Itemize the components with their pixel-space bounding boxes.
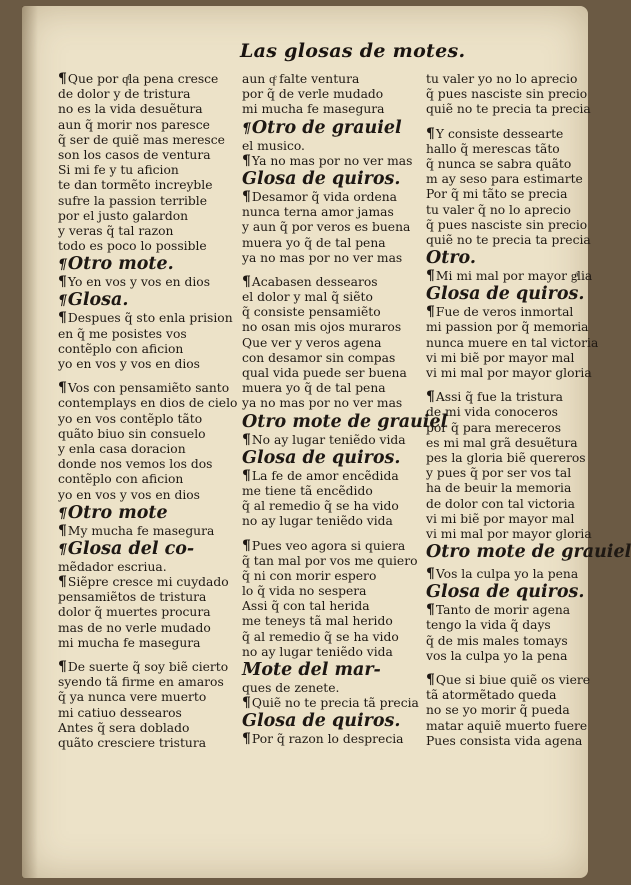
pilcrow-icon: ¶ <box>426 602 435 619</box>
line-text: Por q̃ mi tãto se precia <box>426 187 568 202</box>
verse-line <box>426 603 582 618</box>
pilcrow-icon: ¶ <box>242 537 251 554</box>
line-text: quiẽ no te precia ta precia <box>426 102 591 117</box>
stanza-gap <box>426 118 582 127</box>
line-text: quãto biuo sin consuelo <box>58 426 206 441</box>
verse-line <box>242 553 418 569</box>
verse-line <box>426 512 582 527</box>
verse-line <box>58 357 230 372</box>
verse-line <box>242 681 414 696</box>
line-text: el musico. <box>242 138 305 153</box>
verse-line <box>58 342 230 357</box>
verse-line <box>426 351 582 366</box>
verse-line <box>242 305 414 320</box>
verse-line <box>242 154 414 169</box>
line-text: yo en vos y vos en dios <box>58 487 200 502</box>
verse-line <box>58 690 230 705</box>
line-text: me teneys tã mal herido <box>242 614 393 629</box>
verse-line <box>426 405 582 420</box>
line-text: Glosa del co- <box>67 538 195 559</box>
verse-line <box>426 366 592 381</box>
verse-line <box>242 251 414 266</box>
verse-line <box>242 290 414 305</box>
verse-line <box>242 236 414 251</box>
line-text: Otro mote. <box>67 254 174 275</box>
verse-line <box>426 127 582 142</box>
section-heading <box>242 711 414 732</box>
line-text: q̃ consiste pensamiẽto <box>242 305 381 320</box>
line-text: y enla casa doracion <box>58 441 186 456</box>
verse-line <box>242 102 414 117</box>
line-text: muera yo q̃ de tal pena <box>242 235 386 250</box>
verse-line <box>426 320 589 335</box>
line-text: mẽdador escriua. <box>58 559 167 574</box>
verse-line <box>242 732 414 747</box>
line-text: La fe de amor encẽdida <box>251 468 399 483</box>
verse-line <box>58 636 230 651</box>
pilcrow-icon: ¶ <box>242 120 251 137</box>
pilcrow-icon: ¶ <box>426 389 435 406</box>
verse-line <box>426 567 582 582</box>
line-text: de mi vida conoceros <box>426 405 558 420</box>
pilcrow-icon: ¶ <box>242 152 251 169</box>
line-text: q̃ al remedio q̃ se ha vido <box>242 499 399 514</box>
verse-line <box>426 172 582 187</box>
verse-line <box>242 584 414 599</box>
verse-line <box>426 718 588 734</box>
verse-line <box>58 87 230 102</box>
section-heading <box>58 503 230 524</box>
line-text: yo en vos y vos en dios <box>58 357 200 371</box>
text-column-1 <box>58 71 238 751</box>
verse-line <box>426 203 582 218</box>
verse-line <box>426 72 582 87</box>
line-text: dolor q̃ muertes procura <box>58 605 211 620</box>
verse-line <box>242 695 419 712</box>
verse-line <box>58 102 230 117</box>
verse-line <box>58 396 238 411</box>
line-text: Otro de grauiel <box>251 117 402 138</box>
line-text: Glosa de quiros. <box>242 711 401 732</box>
line-text: por q̃ de verle mudado <box>242 87 384 102</box>
section-heading <box>242 118 414 139</box>
line-text: de dolor con tal victoria <box>426 496 575 511</box>
verse-line <box>242 645 414 660</box>
line-text: No ay lugar teniẽdo vida <box>251 432 406 447</box>
line-text: Y consiste dessearte <box>435 126 564 141</box>
verse-line <box>58 524 230 539</box>
verse-line <box>58 605 230 620</box>
line-text: quãto cresciere tristura <box>58 735 207 750</box>
line-text: Que ver y veros agena <box>242 335 382 350</box>
verse-line <box>242 381 414 396</box>
section-heading <box>426 284 585 305</box>
line-text: ya no mas por no ver mas <box>242 250 403 265</box>
line-text: Vos la culpa yo la pena <box>435 567 579 582</box>
line-text: matar aquiẽ muerto fuere <box>426 718 588 733</box>
page-header: Las glosas de motes. <box>240 40 466 62</box>
verse-line <box>58 488 230 503</box>
section-heading <box>426 582 585 603</box>
verse-line <box>242 190 414 205</box>
verse-line <box>426 102 591 117</box>
line-text: aun q̃ morir nos paresce <box>58 117 210 132</box>
line-text: hallo q̃ merescas tãto <box>426 141 560 156</box>
verse-line <box>242 275 414 290</box>
line-text: mas de no verle mudado <box>58 620 211 635</box>
line-text: Otro mote de grauiel <box>426 542 631 563</box>
pilcrow-icon: ¶ <box>242 273 251 290</box>
line-text: todo es poco lo possible <box>58 239 207 254</box>
line-text: Glosa de quiros. <box>426 582 585 603</box>
verse-line <box>242 469 414 484</box>
verse-line <box>58 275 230 290</box>
verse-line <box>426 232 591 248</box>
line-text: Despues q̃ sto enla prision <box>67 311 233 326</box>
line-text: Pues consista vida agena <box>426 733 583 748</box>
line-text: Siẽpre cresce mi cuydado <box>67 575 229 590</box>
line-text: q̃ pues nasciste sin precio <box>426 87 588 102</box>
stanza-gap <box>242 266 414 275</box>
verse-line <box>58 442 230 457</box>
line-text: por q̃ para mereceros <box>426 420 562 435</box>
line-text: son los casos de ventura <box>58 147 211 162</box>
line-text: con desamor sin compas <box>242 350 396 365</box>
line-text: y pues q̃ por ser vos tal <box>426 466 572 481</box>
pilcrow-icon: ¶ <box>242 467 251 484</box>
pilcrow-icon: ¶ <box>426 304 435 321</box>
line-text: Pues veo agora si quiera <box>251 538 406 553</box>
line-text: el dolor y mal q̃ siẽto <box>242 290 373 305</box>
verse-line <box>242 351 414 366</box>
line-text: Que si biue quiẽ os viere <box>435 673 591 687</box>
verse-line <box>426 436 582 451</box>
pilcrow-icon: ¶ <box>242 695 251 712</box>
verse-line <box>58 427 230 442</box>
verse-line <box>426 187 582 202</box>
line-text: q̃ pues nasciste sin precio <box>426 217 588 232</box>
line-text: Assi q̃ con tal herida <box>242 599 370 614</box>
section-heading <box>426 542 631 563</box>
section-heading <box>242 448 414 469</box>
line-text: Que por qͭla pena cresce <box>67 72 219 86</box>
line-text: My mucha fe masegura <box>67 523 215 538</box>
verse-line <box>426 526 592 542</box>
stanza-gap <box>426 664 582 673</box>
pilcrow-icon: ¶ <box>58 659 67 675</box>
pilcrow-icon: ¶ <box>242 431 251 448</box>
verse-line <box>58 575 230 590</box>
line-text: Acabasen dessearos <box>251 274 378 289</box>
line-text: vi mi biẽ por mayor mal <box>426 350 575 365</box>
line-text: qual vida puede ser buena <box>242 366 407 380</box>
stanza-gap <box>426 381 582 390</box>
line-text: sufre la passion terrible <box>58 193 207 208</box>
line-text: no osan mis ojos muraros <box>242 320 402 335</box>
line-text: por el justo galardon <box>58 208 189 223</box>
pilcrow-icon: ¶ <box>426 268 435 285</box>
line-text: Glosa de quiros. <box>242 168 401 189</box>
line-text: ques de zenete. <box>242 681 340 695</box>
pilcrow-icon: ¶ <box>58 293 67 310</box>
line-text: no se yo morir q̃ pueda <box>426 703 570 718</box>
pilcrow-icon: ¶ <box>58 522 67 539</box>
section-heading <box>242 169 414 190</box>
pilcrow-icon: ¶ <box>242 731 251 748</box>
line-text: tu valer yo no lo aprecio <box>426 72 578 86</box>
verse-line <box>58 472 230 487</box>
line-text: q̃ ya nunca vere muerto <box>58 690 207 705</box>
line-text: Antes q̃ sera doblado <box>58 720 190 735</box>
verse-line <box>242 336 414 351</box>
verse-line <box>426 618 582 633</box>
pilcrow-icon: ¶ <box>58 274 67 291</box>
line-text: de dolor y de tristura <box>58 87 191 102</box>
section-heading <box>426 248 582 269</box>
line-text: en q̃ me posistes vos <box>58 326 187 341</box>
line-text: Assi q̃ fue la tristura <box>435 390 564 405</box>
verse-line <box>58 381 230 396</box>
line-text: Glosa. <box>67 290 129 311</box>
line-text: Si mi fe y tu aficion <box>58 163 179 178</box>
pilcrow-icon: ¶ <box>242 188 251 205</box>
verse-line <box>58 621 230 636</box>
pilcrow-icon: ¶ <box>58 310 67 327</box>
pilcrow-icon: ¶ <box>426 566 435 583</box>
line-text: Por q̃ razon lo desprecia <box>251 732 404 747</box>
line-text: ha de beuir la memoria <box>426 481 572 496</box>
line-text: Vos con pensamiẽto santo <box>67 381 230 396</box>
line-text: nunca muere en tal victoria <box>426 335 599 350</box>
line-text: Fue de veros inmortal <box>435 305 574 320</box>
line-text: contẽplo con aficion <box>58 341 184 356</box>
verse-line <box>242 514 414 529</box>
line-text: vos la culpa yo la pena <box>426 648 568 663</box>
verse-line <box>426 649 582 664</box>
verse-line <box>58 148 230 163</box>
line-text: no es la vida desuẽtura <box>58 102 203 117</box>
pilcrow-icon: ¶ <box>58 380 67 397</box>
verse-line <box>58 209 230 224</box>
line-text: vi mi mal por mayor gloria <box>426 366 592 380</box>
verse-line <box>426 703 582 718</box>
verse-line <box>242 499 414 514</box>
verse-line <box>242 599 414 614</box>
verse-line <box>242 72 414 87</box>
verse-line <box>426 421 582 436</box>
pilcrow-icon: ¶ <box>58 505 67 522</box>
verse-line <box>426 466 582 481</box>
verse-line <box>242 433 414 448</box>
verse-line <box>426 87 588 102</box>
verse-line <box>242 396 414 411</box>
line-text: q̃ de mis males tomays <box>426 633 568 648</box>
line-text: Quiẽ no te precia tã precia <box>251 696 419 711</box>
line-text: De suerte q̃ soy biẽ cierto <box>67 660 229 674</box>
pilcrow-icon: ¶ <box>58 71 67 87</box>
pilcrow-icon: ¶ <box>58 257 67 274</box>
text-column-2 <box>242 72 448 748</box>
verse-line <box>58 224 230 239</box>
line-text: y aun q̃ por veros es buena <box>242 220 411 235</box>
verse-line <box>242 569 414 584</box>
section-heading <box>58 539 230 560</box>
line-text: Glosa de quiros. <box>242 447 401 468</box>
line-text: tã atormẽtado queda <box>426 688 557 703</box>
line-text: es mi mal grã desuẽtura <box>426 435 578 450</box>
verse-line <box>58 675 230 690</box>
line-text: syendo tã firme en amaros <box>58 675 224 690</box>
verse-line <box>242 366 414 381</box>
line-text: no ay lugar teniẽdo vida <box>242 644 393 659</box>
line-text: lo q̃ vida no sespera <box>242 584 367 599</box>
section-heading <box>58 290 230 311</box>
line-text: Yo en vos y vos en dios <box>67 275 211 290</box>
line-text: mi mucha fe masegura <box>58 635 201 650</box>
verse-line <box>58 706 230 721</box>
line-text: pensamiẽtos de tristura <box>58 590 207 605</box>
pilcrow-icon: ¶ <box>58 541 67 558</box>
line-text: mi passion por q̃ memoria <box>426 320 589 335</box>
verse-line <box>242 87 414 102</box>
verse-line <box>58 560 230 575</box>
stanza-gap <box>242 530 414 539</box>
line-text: no ay lugar teniẽdo vida <box>242 514 393 529</box>
line-text: aun qͤ falte ventura <box>242 72 360 86</box>
verse-line <box>426 497 582 512</box>
line-text: contẽplo con aficion <box>58 472 184 487</box>
text-column-3 <box>426 72 631 749</box>
line-text: ya no mas por no ver mas <box>242 396 403 411</box>
verse-line <box>426 734 582 749</box>
verse-line <box>426 305 582 320</box>
section-heading <box>242 411 448 433</box>
verse-line <box>426 217 588 233</box>
verse-line <box>58 72 230 87</box>
line-text: Glosa de quiros. <box>426 284 585 305</box>
verse-line <box>58 310 233 327</box>
line-text: pes la gloria biẽ quereros <box>426 450 586 465</box>
line-text: vi mi biẽ por mayor mal <box>426 511 575 526</box>
stanza-gap <box>58 651 230 660</box>
verse-line <box>426 142 582 157</box>
line-text: Otro. <box>426 248 477 269</box>
verse-line <box>426 481 582 496</box>
verse-line <box>58 457 230 472</box>
verse-line <box>58 736 230 751</box>
line-text: me tiene tã encẽdido <box>242 483 373 498</box>
line-text: Mi mi mal por mayor gͣlia <box>435 269 593 284</box>
line-text: mi mucha fe masegura <box>242 102 385 117</box>
pilcrow-icon: ¶ <box>426 125 435 142</box>
line-text: nunca terna amor jamas <box>242 205 394 220</box>
verse-line <box>58 660 230 675</box>
line-text: Mote del mar- <box>242 660 381 680</box>
verse-line <box>242 630 414 645</box>
line-text: q̃ ni con morir espero <box>242 568 377 583</box>
verse-line <box>58 590 230 605</box>
line-text: Otro mote <box>67 502 168 523</box>
verse-line <box>426 335 599 351</box>
line-text: quiẽ no te precia ta precia <box>426 232 591 247</box>
line-text: vi mi mal por mayor gloria <box>426 526 592 541</box>
section-heading <box>58 254 230 275</box>
line-text: q̃ al remedio q̃ se ha vido <box>242 629 399 644</box>
verse-line <box>242 139 414 154</box>
gutter-shadow <box>22 6 38 878</box>
verse-line <box>242 614 414 629</box>
verse-line <box>426 157 582 172</box>
verse-line <box>242 539 414 554</box>
line-text: q̃ tan mal por vos me quiero <box>242 553 418 568</box>
pilcrow-icon: ¶ <box>426 672 435 688</box>
line-text: tengo la vida q̃ days <box>426 618 551 633</box>
verse-line <box>58 239 230 254</box>
verse-line <box>426 688 582 703</box>
line-text: q̃ nunca se sabra quãto <box>426 156 572 171</box>
line-text: Desamor q̃ vida ordena <box>251 189 398 204</box>
verse-line <box>58 412 230 427</box>
verse-line <box>242 205 414 220</box>
line-text: m ay seso para estimarte <box>426 172 583 187</box>
verse-line <box>242 320 414 335</box>
line-text: Ya no mas por no ver mas <box>251 153 413 168</box>
verse-line <box>58 194 230 209</box>
line-text: donde nos vemos los dos <box>58 457 213 472</box>
verse-line <box>242 220 414 235</box>
verse-line <box>426 450 586 466</box>
line-text: tu valer q̃ no lo aprecio <box>426 202 571 217</box>
line-text: q̃ ser de quiẽ mas meresce <box>58 132 225 147</box>
verse-line <box>426 268 593 285</box>
line-text: yo en vos contẽplo tãto <box>58 411 203 426</box>
section-heading <box>242 660 414 681</box>
verse-line <box>58 178 230 193</box>
line-text: y veras q̃ tal razon <box>58 223 174 238</box>
verse-line <box>58 721 230 736</box>
line-text: Otro mote de grauiel <box>242 411 448 432</box>
verse-line <box>426 634 582 649</box>
verse-line <box>58 118 230 133</box>
verse-line <box>426 672 591 688</box>
line-text: mi catiuo dessearos <box>58 705 182 720</box>
verse-line <box>58 133 230 148</box>
line-text: contemplays en dios de cielo <box>58 396 238 411</box>
verse-line <box>242 484 414 499</box>
verse-line <box>426 390 582 405</box>
pilcrow-icon: ¶ <box>58 574 67 591</box>
verse-line <box>58 163 230 178</box>
stanza-gap <box>58 372 230 381</box>
line-text: te dan tormẽto increyble <box>58 178 213 193</box>
line-text: Tanto de morir agena <box>435 603 571 618</box>
line-text: muera yo q̃ de tal pena <box>242 381 386 396</box>
verse-line <box>58 327 230 342</box>
